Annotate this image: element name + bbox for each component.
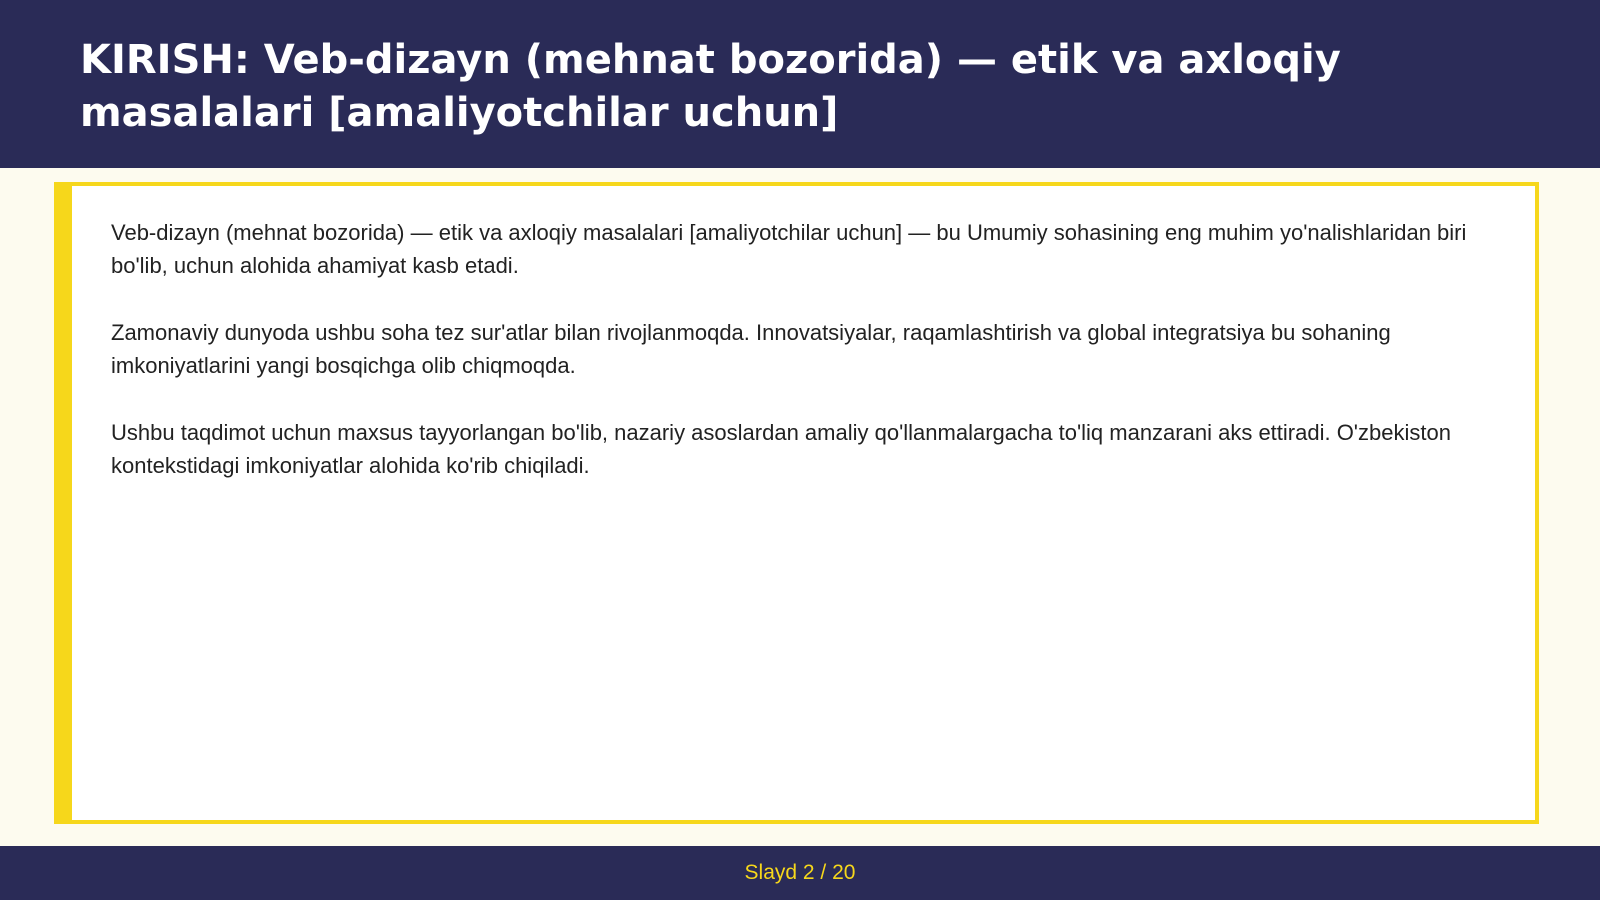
content-text [111, 216, 1491, 516]
content-panel [54, 182, 1539, 824]
slide-counter: Slayd 2 / 20 [744, 861, 856, 884]
paragraph-modern-world: Zamonaviy dunyoda ushbu soha tez sur'atlar bilan rivojlanmoqda. Innovatsiyalar, raqamlashtirish va global integratsiya bu sohaning imkoniyatlarini yangi bosqichga olib chiqmoqda. [111, 320, 1391, 378]
paragraph-presentation-scope: Ushbu taqdimot uchun maxsus tayyorlangan bo'lib, nazariy asoslardan amaliy qo'llanmalargacha to'liq manzarani aks ettiradi. O'zbekiston kontekstidagi imkoniyatlar alohida ko'rib chiqiladi. [111, 420, 1451, 478]
slide-header [0, 0, 1600, 168]
paragraph-intro: Veb-dizayn (mehnat bozorida) — etik va axloqiy masalalari [amaliyotchilar uchun] — bu Umumiy sohasining eng muhim yo'nalishlaridan biri bo'lib, uchun alohida ahamiyat kasb etadi. [111, 220, 1467, 278]
slide-footer [0, 846, 1600, 900]
slide-title: KIRISH: Veb-dizayn (mehnat bozorida) — etik va axloqiy masalalari [amaliyotchilar uchun] [80, 37, 1341, 136]
